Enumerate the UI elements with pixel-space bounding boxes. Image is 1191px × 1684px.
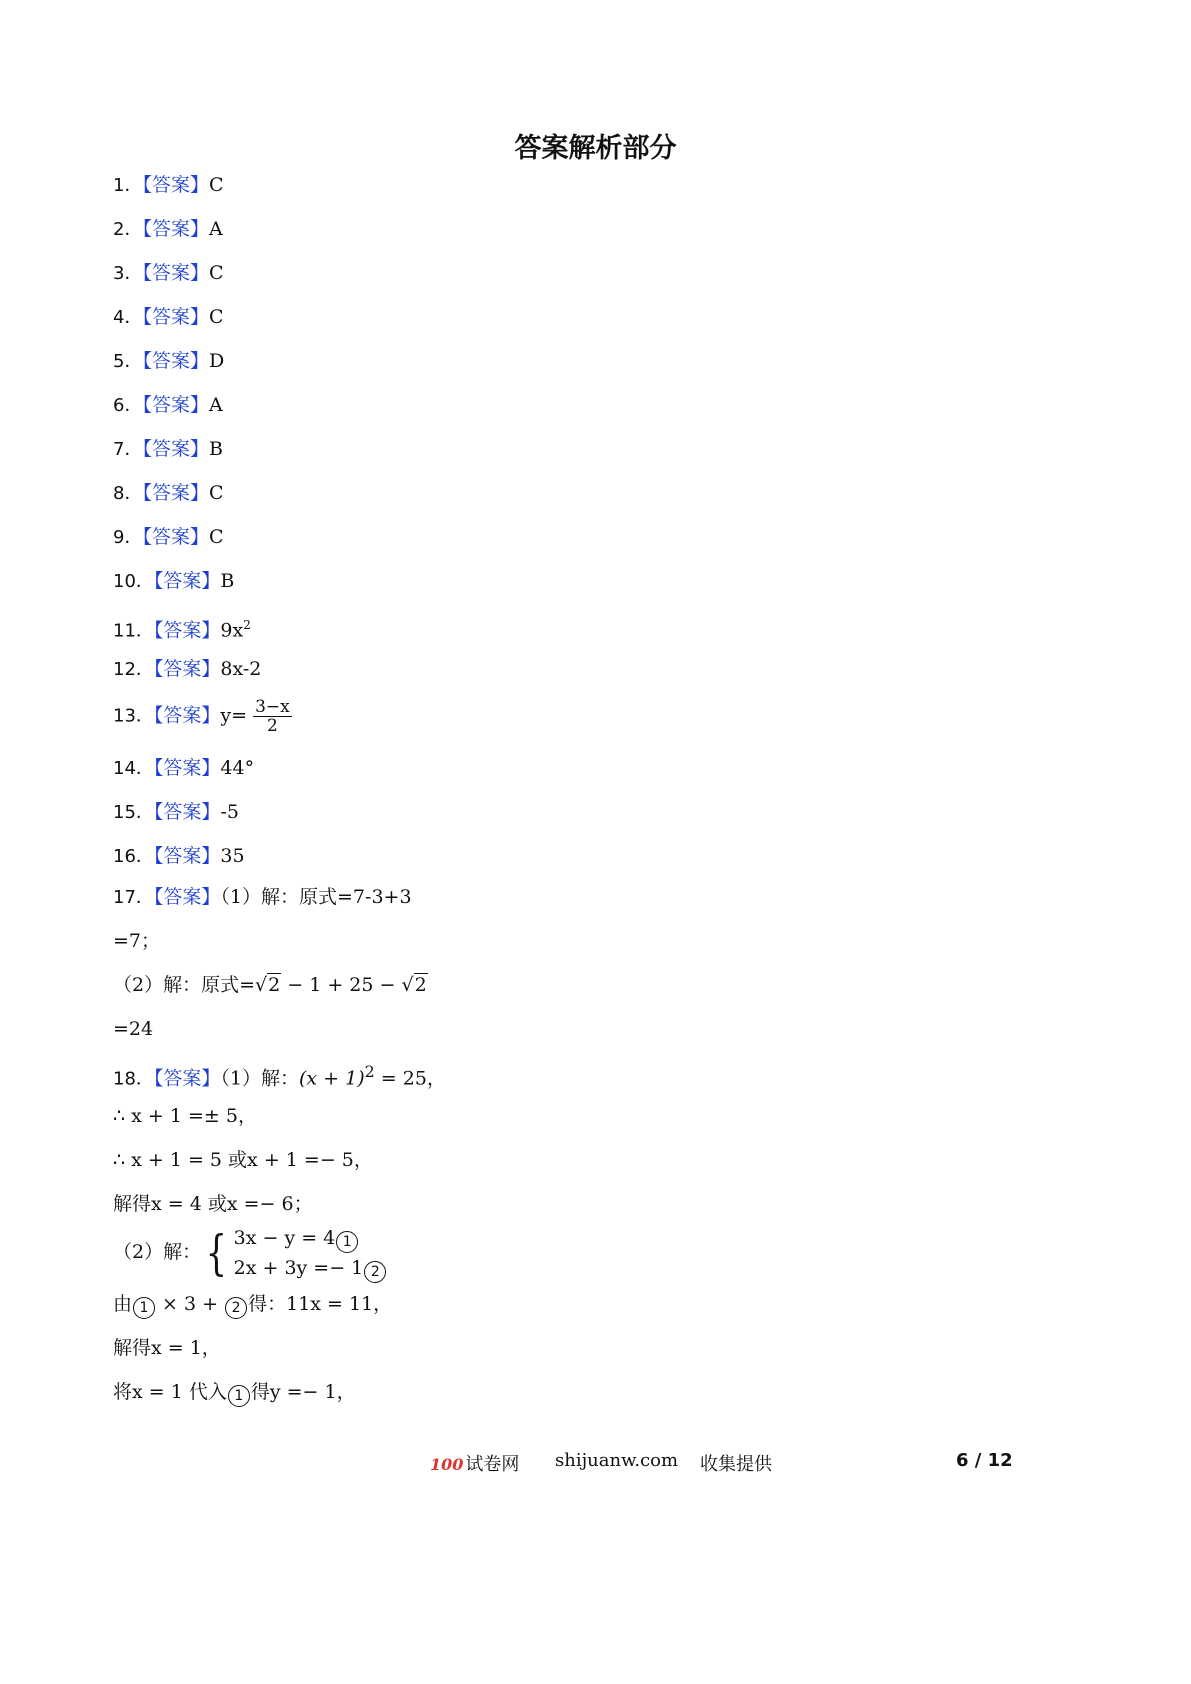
sqrt-symbol: √2	[401, 974, 427, 996]
q18-l1-math: (x + 1)	[299, 1067, 365, 1090]
answer-value: y=	[220, 704, 248, 727]
page-title: 答案解析部分	[514, 133, 677, 164]
answer-line	[113, 259, 224, 288]
answer-line	[113, 171, 224, 200]
answer-value: C	[208, 306, 224, 328]
answer-value: 8x-2	[220, 658, 262, 680]
answer-line	[113, 435, 223, 464]
q17-line-3	[113, 971, 428, 999]
logo-100-icon: 100	[430, 1455, 464, 1474]
answer-tag: 【答案】	[153, 845, 221, 867]
answer-value: B	[220, 570, 235, 592]
q18-l5-prefix: （2）解：	[113, 1241, 202, 1263]
question-number: 9．	[113, 527, 143, 548]
answer-tag: 【答案】	[142, 438, 209, 460]
q18-l1-prefix: （1）解：	[220, 1067, 300, 1090]
site-link[interactable]: shijuanw.com	[555, 1450, 679, 1471]
answer-value: 9x	[220, 619, 244, 642]
answer-tag: 【答案】	[142, 174, 209, 196]
answer-tag: 【答案】	[142, 306, 209, 328]
question-number: 14．	[113, 758, 154, 779]
answer-value: B	[208, 438, 223, 460]
question-number: 2．	[113, 219, 143, 240]
answer-tag: 【答案】	[142, 350, 209, 372]
answer-value: A	[208, 218, 223, 240]
circled-number: 1	[228, 1385, 250, 1407]
equation-1: 3x − y = 4 1	[234, 1223, 388, 1253]
equation-2: 2x + 3y =− 1 2	[234, 1253, 388, 1283]
left-brace-icon: {	[205, 1225, 228, 1281]
answer-line	[113, 303, 224, 332]
q18-line-3: ∴ x + 1 = 5 或x + 1 =− 5，	[113, 1149, 373, 1171]
answer-value: -5	[220, 801, 239, 823]
answer-line	[113, 347, 224, 376]
question-number: 18．	[113, 1068, 154, 1090]
q18-line-7: 解得x = 1，	[113, 1337, 221, 1359]
footer-note: 收集提供	[700, 1454, 772, 1475]
q18-line-5	[113, 1222, 387, 1283]
answer-tag: 【答案】	[153, 619, 221, 642]
question-number: 5．	[113, 351, 143, 372]
answer-line	[113, 391, 223, 420]
answer-superscript: 2	[243, 618, 251, 632]
question-number: 3．	[113, 263, 143, 284]
answer-line	[113, 754, 254, 783]
answer-value: A	[208, 394, 223, 416]
answer-line	[113, 842, 245, 871]
answer-tag: 【答案】	[142, 262, 209, 284]
question-number: 16．	[113, 846, 154, 867]
page-number: 6 / 12	[956, 1450, 1013, 1471]
answer-tag: 【答案】	[142, 218, 209, 240]
answer-tag: 【答案】	[142, 526, 209, 548]
question-number: 13．	[113, 705, 154, 727]
answer-tag: 【答案】	[153, 1067, 221, 1090]
answer-line	[113, 798, 239, 827]
question-number: 8．	[113, 483, 143, 504]
answer-line	[113, 655, 261, 684]
q18-l1-tail: = 25，	[374, 1067, 446, 1090]
q17-part2-prefix: （2）解：原式=	[113, 974, 256, 996]
circled-number: 2	[225, 1297, 247, 1319]
q18-line-2: ∴ x + 1 =± 5，	[113, 1105, 257, 1127]
logo-text: 试卷网	[465, 1454, 520, 1475]
answer-line	[113, 215, 223, 244]
answer-value: C	[208, 174, 224, 196]
answer-line	[113, 479, 224, 508]
q17-part1: （1）解：原式=7-3+3	[220, 886, 412, 908]
answer-value: 44°	[220, 757, 255, 779]
fraction-numerator: 3−x	[255, 697, 290, 717]
answer-tag: 【答案】	[153, 886, 221, 908]
question-number: 10．	[113, 571, 154, 592]
q17-line-2: =7；	[113, 930, 161, 952]
q17-line-1	[113, 883, 412, 912]
q18-line-8: 将x = 1 代入 1 得y =− 1，	[113, 1378, 356, 1407]
answer-tag: 【答案】	[153, 570, 221, 592]
q17-part2-mid: − 1 + 25 −	[281, 974, 402, 996]
question-number: 7．	[113, 439, 143, 460]
q18-l1-sup: 2	[364, 1062, 375, 1081]
question-number: 15．	[113, 802, 154, 823]
answer-value: C	[208, 482, 224, 504]
answer-line	[113, 698, 292, 735]
q18-line-4: 解得x = 4 或x =− 6；	[113, 1193, 313, 1215]
answer-tag: 【答案】	[153, 801, 221, 823]
question-number: 6．	[113, 395, 143, 416]
question-number: 12．	[113, 659, 154, 680]
answer-value: C	[208, 262, 224, 284]
q18-line-6: 由 1 × 3 + 2 得：11x = 11，	[113, 1290, 392, 1319]
circled-number: 2	[364, 1261, 386, 1283]
q18-line-1	[113, 1058, 446, 1093]
answer-line	[113, 523, 224, 552]
question-number: 17．	[113, 887, 154, 908]
page-footer	[0, 1450, 1191, 1480]
answer-tag: 【答案】	[153, 658, 221, 680]
answer-line	[113, 567, 234, 596]
sqrt-symbol: √2	[255, 974, 281, 996]
question-number: 11．	[113, 620, 154, 642]
answer-tag: 【答案】	[153, 704, 221, 727]
answer-tag: 【答案】	[142, 482, 209, 504]
answer-line	[113, 611, 251, 645]
question-number: 1．	[113, 175, 143, 196]
answer-tag: 【答案】	[153, 757, 221, 779]
site-logo[interactable]	[430, 1450, 519, 1476]
answer-tag: 【答案】	[142, 394, 209, 416]
question-number: 4．	[113, 307, 143, 328]
fraction-denominator: 2	[266, 716, 278, 736]
equation-system	[201, 1223, 387, 1283]
answer-value: D	[208, 350, 225, 372]
answer-value: C	[208, 526, 224, 548]
fraction	[253, 698, 292, 735]
answer-value: 35	[220, 845, 245, 867]
q17-line-4: =24	[113, 1018, 154, 1040]
circled-number: 1	[336, 1231, 358, 1253]
circled-number: 1	[133, 1297, 155, 1319]
